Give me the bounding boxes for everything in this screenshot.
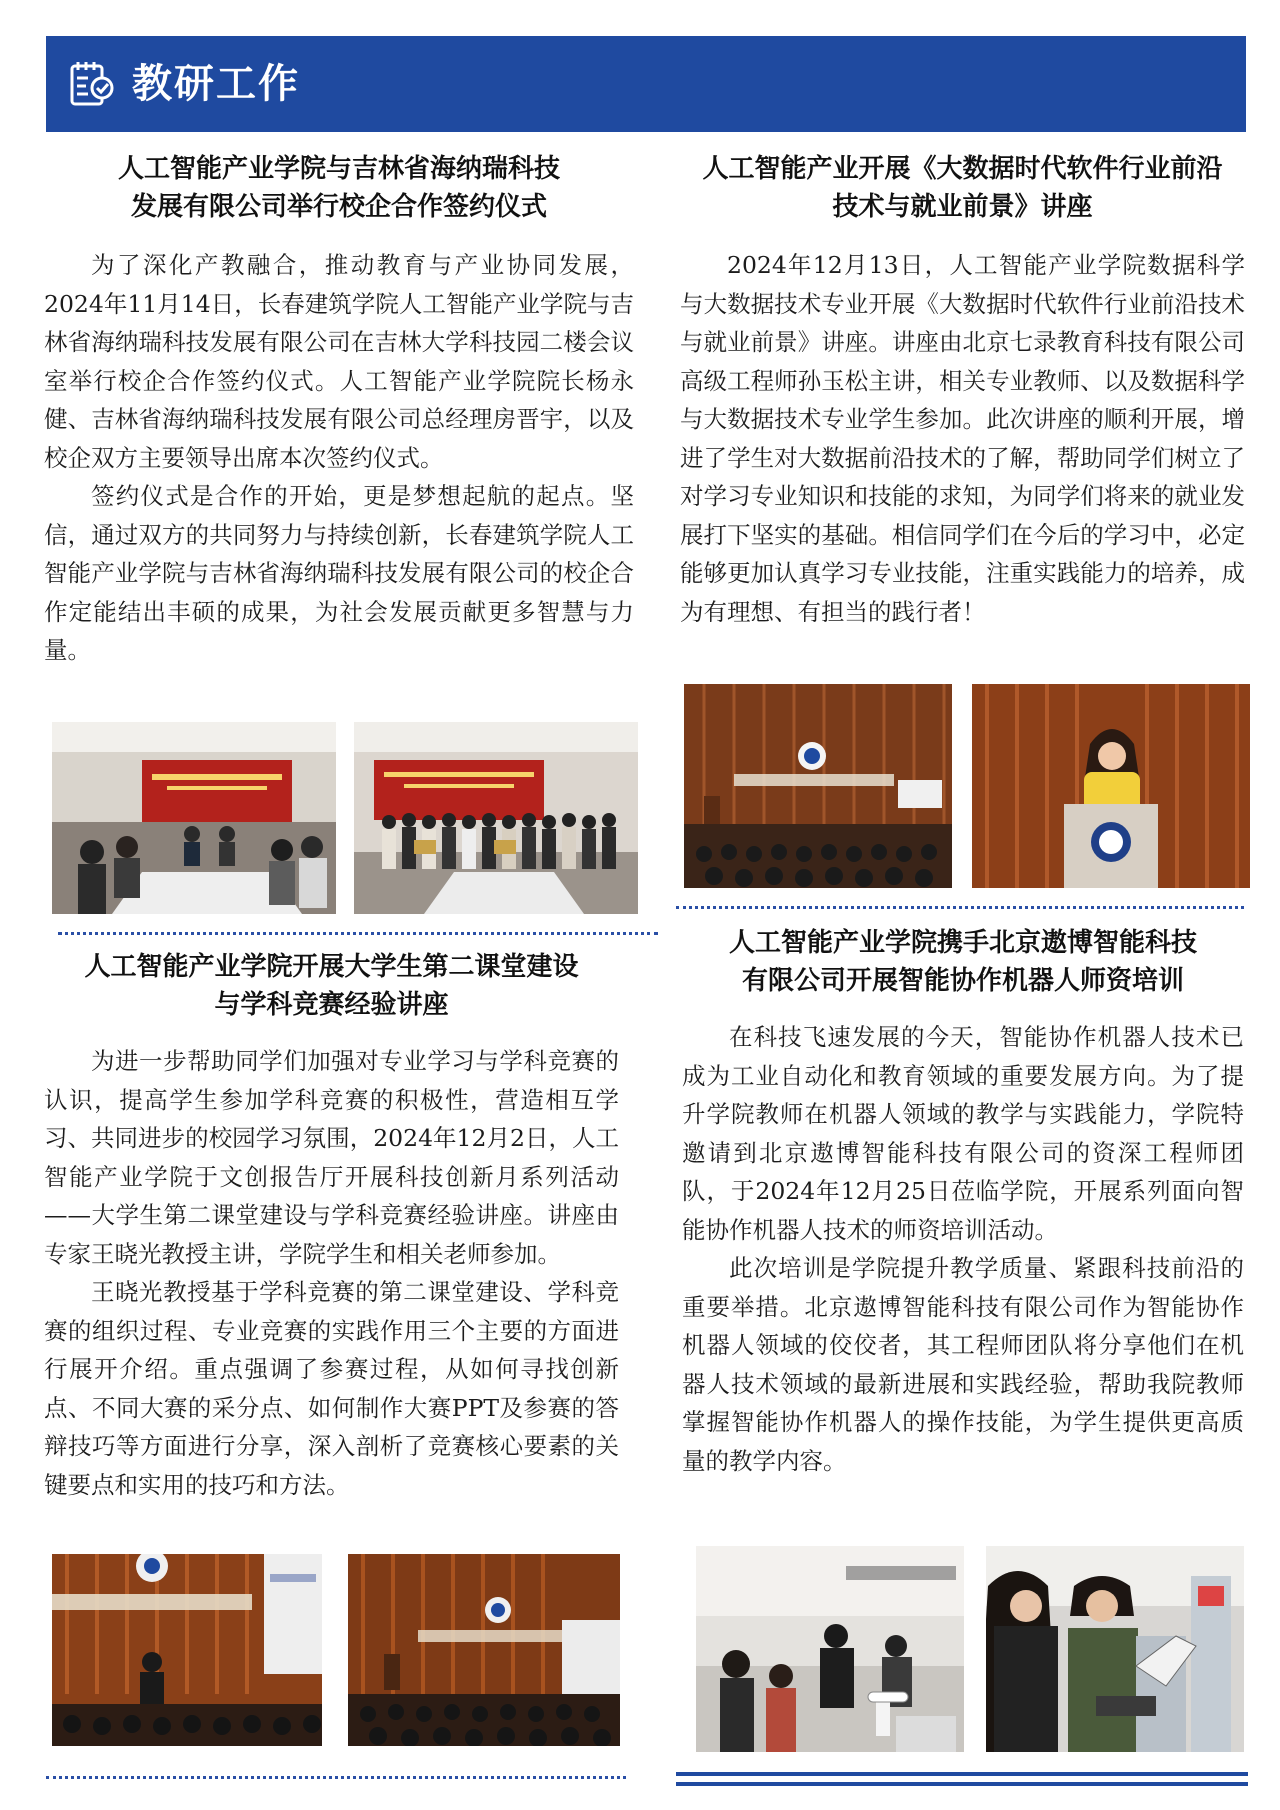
title-line-2: 与学科竞赛经验讲座 [214, 990, 449, 1020]
article-paragraph: 签约仪式是合作的开始，更是梦想起航的起点。坚信，通过双方的共同努力与持续创新，长春建筑学院人工智能产业学院与吉林省海纳瑞科技发展有限公司的校企合作定能结出丰硕的成果，为社会发展贡献更多智慧与力量。 [44, 482, 634, 664]
title-line-1: 人工智能产业开展《大数据时代软件行业前沿 [702, 154, 1223, 184]
article-paragraph: 2024年12月13日，人工智能产业学院数据科学与大数据技术专业开展《大数据时代软件行业前沿技术与就业前景》讲座。讲座由北京七录教育科技有限公司高级工程师孙玉松主讲，相关专业教师、以及数据科学与大数据技术专业学生参加。此次讲座的顺利开展，增进了学生对大数据前沿技术的了解，帮助同学们树立了对学习专业知识和技能的求知，为同学们将来的就业发展打下坚实的基础。相信同学们在今后的学习中，必定能够更加认真学习专业技能，注重实践能力的培养，成为有理想、有担当的践行者！ [680, 251, 1245, 626]
article-signing-ceremony [44, 150, 634, 670]
title-line-2: 技术与就业前景》讲座 [832, 192, 1093, 222]
title-line-1: 人工智能产业学院开展大学生第二课堂建设 [84, 952, 579, 982]
photo-row-robot-training [696, 1546, 1244, 1752]
article-title [682, 924, 1244, 1000]
photo-robot-arm-training [986, 1546, 1244, 1752]
photo-signing-meeting [52, 722, 336, 914]
photo-lecture-hall [684, 684, 952, 888]
article-robot-training [682, 924, 1244, 1480]
bottom-rule [676, 1772, 1248, 1776]
section-header [46, 36, 1246, 132]
article-paragraph: 为进一步帮助同学们加强对专业学习与学科竞赛的 认识，提高学生参加学科竞赛的积极性，营造相互学习、共同进步的校园学习氛围，2024年12月2日，人工智能产业学院于文创报告厅开展科技创新月系列活动——大学生第二课堂建设与学科竞赛经验讲座。讲座由专家王晓光教授主讲，学院学生和相关老师参加。 [44, 1047, 619, 1268]
bottom-rule [676, 1782, 1248, 1786]
photo-professor-lecture [52, 1554, 322, 1746]
article-paragraph: 此次培训是学院提升教学质量、紧跟科技前沿的重要举措。北京遨博智能科技有限公司作为智能协作机器人领域的佼佼者，其工程师团队将分享他们在机器人技术领域的最新进展和实践经验，帮助我院教师掌握智能协作机器人的操作技能，为学生提供更高质量的教学内容。 [682, 1254, 1244, 1475]
title-line-1: 人工智能产业学院携手北京遨博智能科技 [728, 928, 1197, 958]
photo-signing-group [354, 722, 638, 914]
article-paragraph: 在科技飞速发展的今天，智能协作机器人技术已成为工业自动化和教育领域的重要发展方向。为了提升学院教师在机器人领域的教学与实践能力，学院特邀请到北京遨博智能科技有限公司的资深工程师团队，于2024年12月25日莅临学院，开展系列面向智能协作机器人技术的师资培训活动。 [682, 1023, 1244, 1244]
article-paragraph: 为了深化产教融合，推动教育与产业协同发展，2024年11月14日，长春建筑学院人工智能产业学院与吉林省海纳瑞科技发展有限公司在吉林大学科技园二楼会议室举行校企合作签约仪式。人工智能产业学院院长杨永健、吉林省海纳瑞科技发展有限公司总经理房晋宇，以及校企双方主要领导出席本次签约仪式。 [44, 251, 634, 472]
article-title [680, 150, 1245, 226]
title-line-2: 发展有限公司举行校企合作签约仪式 [130, 192, 547, 222]
photo-row-second-classroom [52, 1554, 620, 1746]
title-line-1: 人工智能产业学院与吉林省海纳瑞科技 [117, 154, 560, 184]
teaching-research-icon [66, 58, 118, 110]
article-second-classroom [44, 948, 619, 1504]
article-title [44, 150, 634, 226]
photo-report-hall [348, 1554, 620, 1746]
divider-dotted [46, 1776, 626, 1779]
photo-row-signing [52, 722, 638, 914]
divider-dotted [58, 932, 658, 935]
photo-row-big-data [684, 684, 1250, 888]
photo-robot-lab-group [696, 1546, 964, 1752]
section-title: 教研工作 [132, 61, 300, 107]
photo-speaker-podium [972, 684, 1250, 888]
divider-dotted [676, 906, 1244, 909]
article-paragraph: 王晓光教授基于学科竞赛的第二课堂建设、学科竞赛的组织过程、专业竞赛的实践作用三个主要的方面进行展开介绍。重点强调了参赛过程，从如何寻找创新点、不同大赛的采分点、如何制作大赛PPT及参赛的答辩技巧等方面进行分享，深入剖析了竞赛核心要素的关键要点和实用的技巧和方法。 [44, 1278, 619, 1499]
article-title [44, 948, 619, 1024]
title-line-2: 有限公司开展智能协作机器人师资培训 [741, 966, 1184, 996]
article-big-data-lecture [680, 150, 1245, 631]
